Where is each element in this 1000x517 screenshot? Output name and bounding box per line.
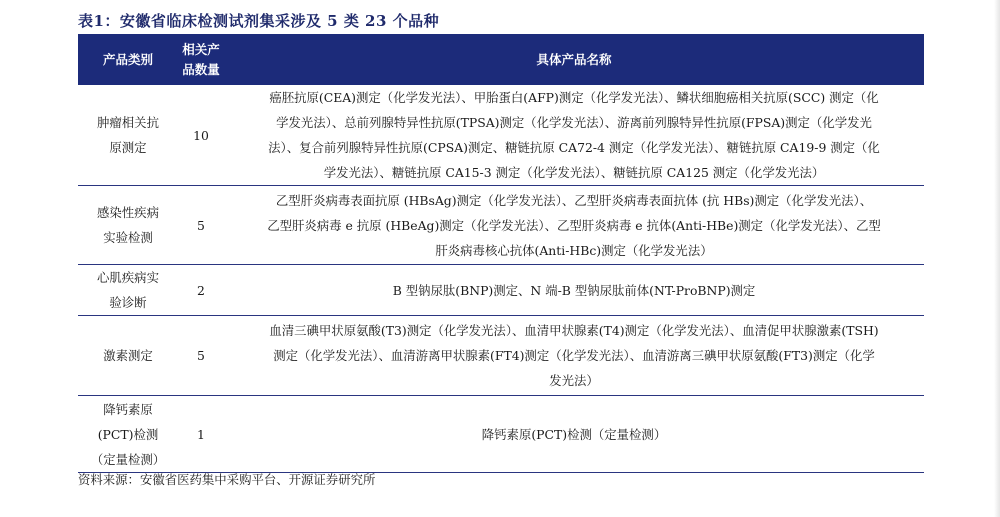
category-cell bbox=[78, 396, 178, 473]
category-cell bbox=[78, 265, 178, 316]
category-cell bbox=[78, 316, 178, 396]
header-count-line2: 品数量 bbox=[182, 61, 220, 77]
header-count bbox=[178, 34, 224, 85]
products-cell bbox=[224, 396, 924, 473]
product-text: 测定（化学发光法）、血清游离甲状腺素(FT4)测定（化学发光法）、血清游离三碘甲状原氨酸(FT3)测定（化学 bbox=[273, 348, 875, 363]
product-text: 乙型肝炎病毒表面抗原 (HBsAg)测定（化学发光法）、乙型肝炎病毒表面抗体 (抗 HBs)测定（化学发光法）、 bbox=[275, 192, 873, 208]
product-text: 肝炎病毒核心抗体(Anti-HBc)测定（化学发光法） bbox=[435, 242, 713, 258]
source-note: 资料来源：安徽省医药集中采购平台、开源证券研究所 bbox=[78, 472, 376, 487]
count-cell: 2 bbox=[178, 265, 224, 316]
header-row bbox=[78, 34, 924, 85]
product-text: 降钙素原(PCT)检测（定量检测） bbox=[481, 426, 667, 442]
table-row bbox=[78, 316, 924, 396]
product-text: 学发光法）、糖链抗原 CA15-3 测定（化学发光法）、糖链抗原 CA125 测定（化学发光法） bbox=[323, 165, 825, 180]
count-cell: 1 bbox=[178, 396, 224, 473]
products-cell bbox=[224, 316, 924, 396]
category-text: 感染性疾病 bbox=[97, 205, 159, 220]
count-cell: 5 bbox=[178, 186, 224, 265]
table-row bbox=[78, 265, 924, 316]
product-table bbox=[78, 34, 924, 473]
category-text: 原测定 bbox=[109, 140, 147, 155]
product-text: B 型钠尿肽(BNP)测定、N 端-B 型钠尿肽前体(NT-ProBNP)测定 bbox=[392, 282, 756, 298]
table-row bbox=[78, 186, 924, 265]
category-cell bbox=[78, 186, 178, 265]
product-text: 法）、复合前列腺特异性抗原(CPSA)测定、糖链抗原 CA72-4 测定（化学发光法）、糖链抗原 CA19-9 测定（化 bbox=[268, 140, 880, 155]
product-text: 学发光法）、总前列腺特异性抗原(TPSA)测定（化学发光法）、游离前列腺特异性抗原(FPSA)测定（化学发光 bbox=[276, 115, 872, 130]
category-text: 实验检测 bbox=[103, 230, 153, 245]
products-cell bbox=[224, 265, 924, 316]
count-cell: 10 bbox=[178, 85, 224, 186]
product-text: 癌胚抗原(CEA)测定（化学发光法）、甲胎蛋白(AFP)测定（化学发光法）、鳞状细胞癌相关抗原(SCC) 测定（化 bbox=[269, 90, 879, 105]
count-cell: 5 bbox=[178, 316, 224, 396]
category-text: 心肌疾病实 bbox=[97, 270, 159, 285]
header-category: 产品类别 bbox=[78, 34, 178, 85]
category-cell bbox=[78, 85, 178, 186]
category-text: 降钙素原 bbox=[103, 401, 153, 417]
header-count-line1: 相关产 bbox=[182, 41, 220, 57]
category-text: 激素测定 bbox=[103, 348, 153, 363]
products-cell bbox=[224, 85, 924, 186]
category-text: (PCT)检测 bbox=[97, 426, 159, 442]
table-row bbox=[78, 396, 924, 473]
table-row bbox=[78, 85, 924, 186]
products-cell bbox=[224, 186, 924, 265]
product-text: 发光法） bbox=[549, 373, 599, 388]
product-text: 血清三碘甲状原氨酸(T3)测定（化学发光法）、血清甲状腺素(T4)测定（化学发光法）、血清促甲状腺激素(TSH) bbox=[269, 323, 879, 338]
header-products: 具体产品名称 bbox=[224, 34, 924, 85]
category-text: 肿瘤相关抗 bbox=[97, 115, 159, 130]
table-title: 表1：安徽省临床检测试剂集采涉及 5 类 23 个品种 bbox=[78, 12, 440, 30]
page-edge-shadow bbox=[994, 0, 1000, 517]
category-text: 验诊断 bbox=[109, 295, 147, 310]
category-text: （定量检测） bbox=[90, 451, 166, 467]
product-text: 乙型肝炎病毒 e 抗原 (HBeAg)测定（化学发光法）、乙型肝炎病毒 e 抗体(Anti-HBe)测定（化学发光法）、乙型 bbox=[267, 217, 881, 233]
